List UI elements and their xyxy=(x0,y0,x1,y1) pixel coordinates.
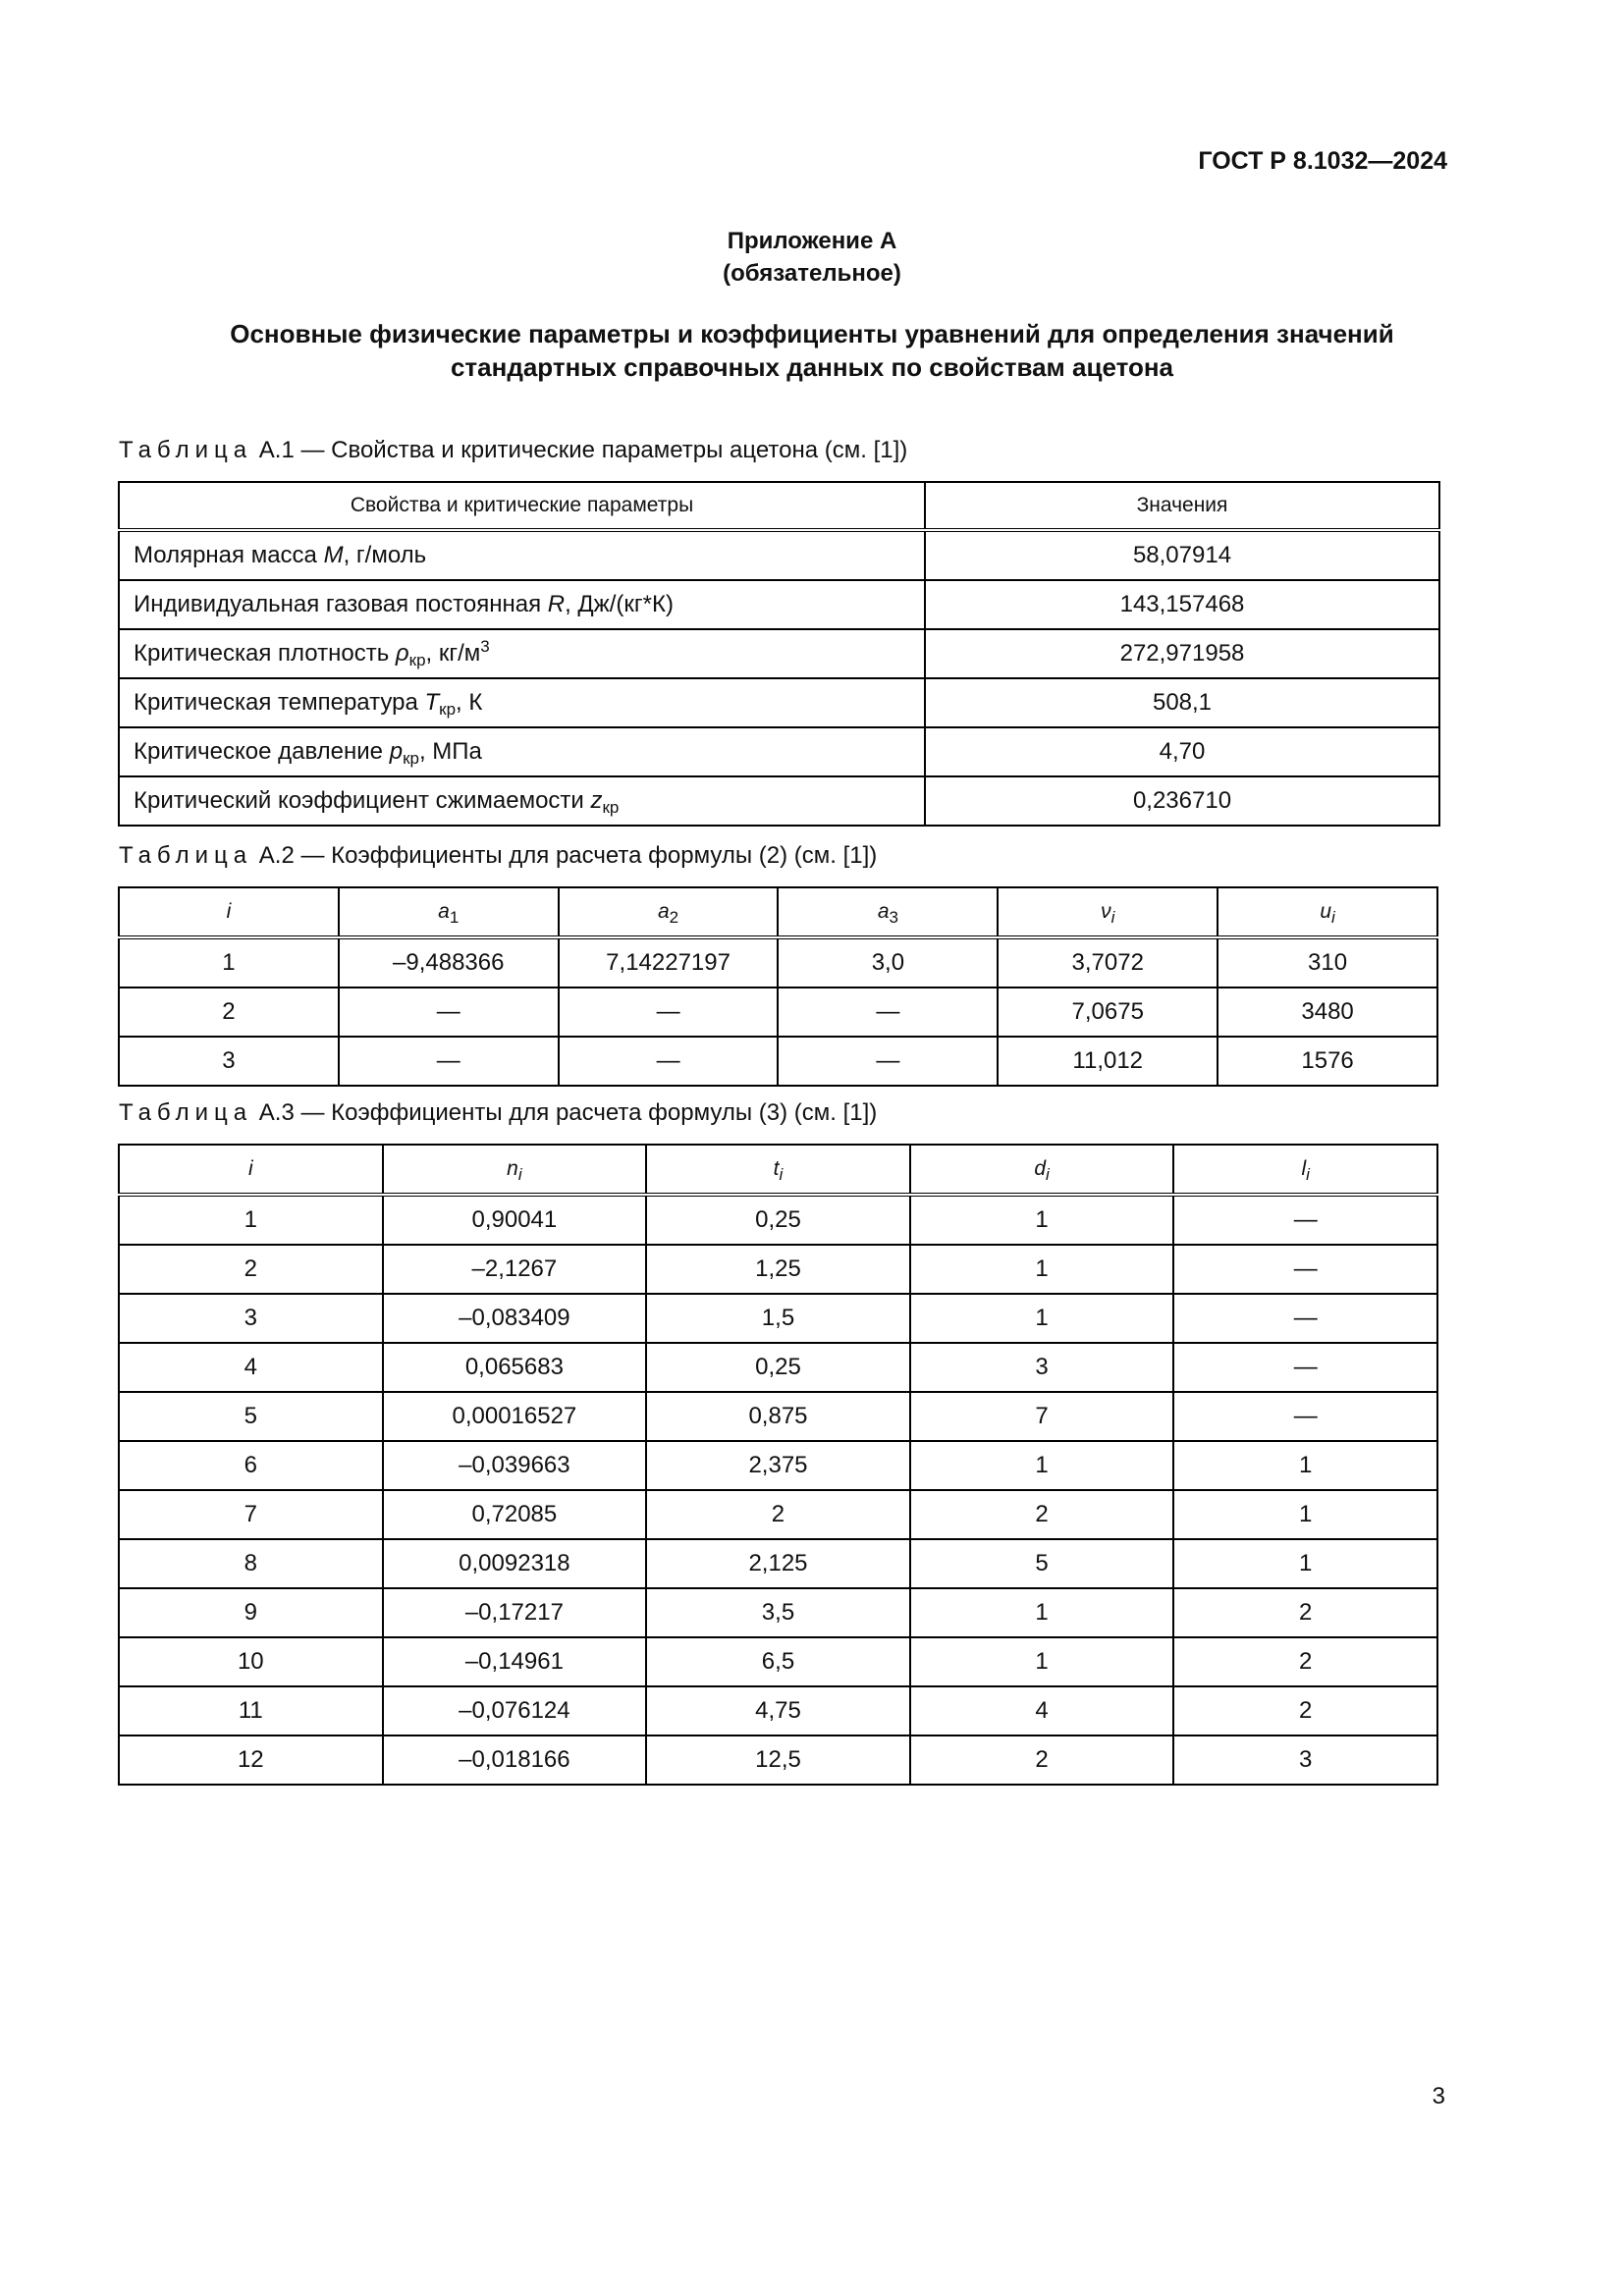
header-cell xyxy=(998,887,1218,937)
table-cell: 10 xyxy=(119,1637,383,1686)
header-subscript: i xyxy=(1331,908,1335,927)
table-cell: 2,375 xyxy=(646,1441,910,1490)
table-row xyxy=(119,1392,1437,1441)
table-cell: 1 xyxy=(1173,1441,1437,1490)
table-a1 xyxy=(118,481,1440,827)
header-cell xyxy=(383,1145,647,1195)
property-name: Молярная масса xyxy=(134,542,324,568)
table-cell: 0,90041 xyxy=(383,1195,647,1245)
header-cell xyxy=(1218,887,1437,937)
property-name: Критическое давление xyxy=(134,738,390,765)
table-cell: 9 xyxy=(119,1588,383,1637)
property-symbol: z xyxy=(590,787,603,814)
table-cell: 3,7072 xyxy=(998,937,1218,988)
document-code: ГОСТ Р 8.1032—2024 xyxy=(1198,147,1447,175)
table-cell: 1 xyxy=(1173,1539,1437,1588)
table-cell: — xyxy=(1173,1294,1437,1343)
property-name-cell xyxy=(119,678,925,727)
property-subscript: кр xyxy=(602,798,620,817)
table-row xyxy=(119,1195,1437,1245)
table-cell: 1576 xyxy=(1218,1037,1437,1086)
header-subscript: 1 xyxy=(449,908,460,927)
table-header-row xyxy=(119,1145,1437,1195)
table-cell: 3480 xyxy=(1218,988,1437,1037)
table-cell: 7 xyxy=(910,1392,1174,1441)
header-symbol: n xyxy=(507,1157,518,1180)
table-cell: 1 xyxy=(910,1245,1174,1294)
header-subscript: 3 xyxy=(889,908,898,927)
table-cell: –0,076124 xyxy=(383,1686,647,1735)
table-cell: 2 xyxy=(1173,1686,1437,1735)
table-row xyxy=(119,530,1439,580)
table-cell: 7 xyxy=(119,1490,383,1539)
table-cell: 1 xyxy=(910,1195,1174,1245)
header-cell xyxy=(119,887,339,937)
table-cell: 2 xyxy=(119,988,339,1037)
table-a2 xyxy=(118,886,1438,1087)
table-row xyxy=(119,1490,1437,1539)
table-cell: 4,75 xyxy=(646,1686,910,1735)
table-row xyxy=(119,580,1439,629)
header-subscript: i xyxy=(1306,1165,1310,1184)
table-a2-caption-label: Таблица xyxy=(119,842,253,869)
table-cell: 11 xyxy=(119,1686,383,1735)
table-a1-caption-text: А.1 — Свойства и критические параметры ацетона (см. [1]) xyxy=(258,437,908,463)
table-cell: 1 xyxy=(119,937,339,988)
table-cell: 0,875 xyxy=(646,1392,910,1441)
table-row xyxy=(119,678,1439,727)
property-symbol: p xyxy=(389,738,404,765)
table-cell: 2,125 xyxy=(646,1539,910,1588)
header-cell xyxy=(778,887,998,937)
table-cell: 12,5 xyxy=(646,1735,910,1785)
table-cell: 1,25 xyxy=(646,1245,910,1294)
table-cell: 0,065683 xyxy=(383,1343,647,1392)
table-cell: 7,0675 xyxy=(998,988,1218,1037)
header-symbol: a xyxy=(657,900,670,923)
property-subscript: кр xyxy=(403,749,419,768)
table-row xyxy=(119,1294,1437,1343)
table-row xyxy=(119,1343,1437,1392)
table-cell: 1 xyxy=(910,1294,1174,1343)
table-header-row xyxy=(119,887,1437,937)
heading-line-1: Основные физические параметры и коэффициенты уравнений для определения значений xyxy=(230,319,1394,348)
table-cell: 3 xyxy=(119,1037,339,1086)
property-name-cell xyxy=(119,776,925,826)
header-subscript: i xyxy=(779,1165,784,1184)
table-cell: 2 xyxy=(1173,1637,1437,1686)
table-cell: –2,1267 xyxy=(383,1245,647,1294)
header-symbol: l xyxy=(1301,1157,1307,1180)
table-a1-caption xyxy=(119,437,907,464)
header-subscript: i xyxy=(1110,908,1115,927)
property-symbol: ρ xyxy=(395,640,409,667)
table-cell: 1 xyxy=(1173,1490,1437,1539)
property-value-cell: 508,1 xyxy=(925,678,1439,727)
header-symbol: a xyxy=(877,900,890,923)
table-cell: 0,0092318 xyxy=(383,1539,647,1588)
table-cell: 5 xyxy=(910,1539,1174,1588)
header-symbol: i xyxy=(247,1157,253,1180)
property-name-cell xyxy=(119,580,925,629)
table-cell: –0,14961 xyxy=(383,1637,647,1686)
table-cell: 6 xyxy=(119,1441,383,1490)
table-cell: 1 xyxy=(119,1195,383,1245)
table-row xyxy=(119,776,1439,826)
table-cell: 3,0 xyxy=(778,937,998,988)
header-cell xyxy=(559,887,779,937)
table-cell: — xyxy=(339,1037,559,1086)
header-subscript: i xyxy=(1046,1165,1050,1184)
property-unit: , кг/м xyxy=(425,640,481,667)
header-cell-properties: Свойства и критические параметры xyxy=(119,482,925,530)
table-cell: 3 xyxy=(910,1343,1174,1392)
table-cell: 2 xyxy=(646,1490,910,1539)
property-name: Индивидуальная газовая постоянная xyxy=(134,591,548,617)
property-symbol: M xyxy=(323,542,344,568)
table-a3-caption-text: А.3 — Коэффициенты для расчета формулы (3) (см. [1]) xyxy=(258,1099,878,1126)
header-cell xyxy=(646,1145,910,1195)
table-cell: — xyxy=(778,988,998,1037)
property-unit: , МПа xyxy=(418,738,482,765)
table-row xyxy=(119,988,1437,1037)
property-name-cell xyxy=(119,727,925,776)
header-subscript: i xyxy=(517,1165,522,1184)
table-a3-caption-label: Таблица xyxy=(119,1099,253,1126)
table-cell: 2 xyxy=(910,1490,1174,1539)
table-cell: — xyxy=(559,988,779,1037)
header-symbol: i xyxy=(226,900,232,923)
table-cell: — xyxy=(559,1037,779,1086)
header-symbol: a xyxy=(438,900,450,923)
property-name: Критическая температура xyxy=(134,689,425,716)
table-row xyxy=(119,1686,1437,1735)
property-subscript: кр xyxy=(439,700,457,719)
table-cell: — xyxy=(339,988,559,1037)
appendix-status: (обязательное) xyxy=(723,260,901,287)
table-cell: 4 xyxy=(119,1343,383,1392)
table-cell: –9,488366 xyxy=(339,937,559,988)
table-cell: 0,25 xyxy=(646,1195,910,1245)
header-symbol: d xyxy=(1034,1157,1047,1180)
appendix-title-block xyxy=(0,225,1624,290)
table-cell: –0,018166 xyxy=(383,1735,647,1785)
property-value-cell: 272,971958 xyxy=(925,629,1439,678)
table-cell: –0,083409 xyxy=(383,1294,647,1343)
table-cell: — xyxy=(1173,1245,1437,1294)
table-cell: 7,14227197 xyxy=(559,937,779,988)
table-cell: –0,039663 xyxy=(383,1441,647,1490)
header-cell xyxy=(1173,1145,1437,1195)
table-row xyxy=(119,937,1437,988)
table-a1-caption-label: Таблица xyxy=(119,437,253,463)
property-unit: , К xyxy=(456,689,483,716)
table-row xyxy=(119,1588,1437,1637)
table-cell: 2 xyxy=(119,1245,383,1294)
table-cell: 1 xyxy=(910,1588,1174,1637)
header-cell xyxy=(119,1145,383,1195)
header-symbol: t xyxy=(773,1157,780,1180)
table-cell: 3 xyxy=(119,1294,383,1343)
table-a3 xyxy=(118,1144,1438,1786)
property-unit: , Дж/(кг*К) xyxy=(565,591,674,617)
table-cell: — xyxy=(1173,1195,1437,1245)
table-cell: 1,5 xyxy=(646,1294,910,1343)
header-subscript: 2 xyxy=(669,908,679,927)
heading-line-2: стандартных справочных данных по свойствам ацетона xyxy=(450,352,1174,382)
table-cell: 11,012 xyxy=(998,1037,1218,1086)
table-cell: 0,25 xyxy=(646,1343,910,1392)
appendix-title: Приложение А xyxy=(727,228,897,254)
table-cell: 1 xyxy=(910,1637,1174,1686)
table-row xyxy=(119,629,1439,678)
table-cell: 8 xyxy=(119,1539,383,1588)
property-value-cell: 58,07914 xyxy=(925,530,1439,580)
table-cell: 2 xyxy=(1173,1588,1437,1637)
header-cell-values: Значения xyxy=(925,482,1439,530)
table-cell: 3 xyxy=(1173,1735,1437,1785)
table-cell: 6,5 xyxy=(646,1637,910,1686)
appendix-heading xyxy=(98,317,1526,384)
header-cell xyxy=(339,887,559,937)
table-cell: — xyxy=(1173,1343,1437,1392)
table-header-row xyxy=(119,482,1439,530)
table-cell: 3,5 xyxy=(646,1588,910,1637)
table-row xyxy=(119,1735,1437,1785)
table-cell: 0,72085 xyxy=(383,1490,647,1539)
property-value-cell: 143,157468 xyxy=(925,580,1439,629)
property-name: Критическая плотность xyxy=(134,640,396,667)
table-cell: — xyxy=(1173,1392,1437,1441)
table-cell: 12 xyxy=(119,1735,383,1785)
property-unit: , г/моль xyxy=(343,542,427,568)
table-a3-caption xyxy=(119,1099,877,1127)
property-unit-exponent: 3 xyxy=(480,637,490,656)
property-symbol: R xyxy=(547,591,566,617)
table-a2-caption xyxy=(119,842,877,870)
table-cell: –0,17217 xyxy=(383,1588,647,1637)
table-row xyxy=(119,1245,1437,1294)
property-name-cell xyxy=(119,629,925,678)
property-value-cell: 0,236710 xyxy=(925,776,1439,826)
table-cell: 1 xyxy=(910,1441,1174,1490)
table-row xyxy=(119,1037,1437,1086)
table-cell: 5 xyxy=(119,1392,383,1441)
property-subscript: кр xyxy=(408,651,426,669)
table-row xyxy=(119,727,1439,776)
table-cell: 0,00016527 xyxy=(383,1392,647,1441)
table-row xyxy=(119,1441,1437,1490)
table-a2-caption-text: А.2 — Коэффициенты для расчета формулы (2) (см. [1]) xyxy=(258,842,878,869)
header-cell xyxy=(910,1145,1174,1195)
table-row xyxy=(119,1539,1437,1588)
table-cell: 4 xyxy=(910,1686,1174,1735)
property-value-cell: 4,70 xyxy=(925,727,1439,776)
property-name: Критический коэффициент сжимаемости xyxy=(134,787,591,814)
property-symbol: T xyxy=(424,689,440,716)
page-number: 3 xyxy=(1432,2083,1445,2109)
table-cell: 310 xyxy=(1218,937,1437,988)
table-row xyxy=(119,1637,1437,1686)
property-name-cell xyxy=(119,530,925,580)
table-cell: 2 xyxy=(910,1735,1174,1785)
header-symbol: ν xyxy=(1101,900,1111,923)
table-cell: — xyxy=(778,1037,998,1086)
header-symbol: u xyxy=(1320,900,1332,923)
